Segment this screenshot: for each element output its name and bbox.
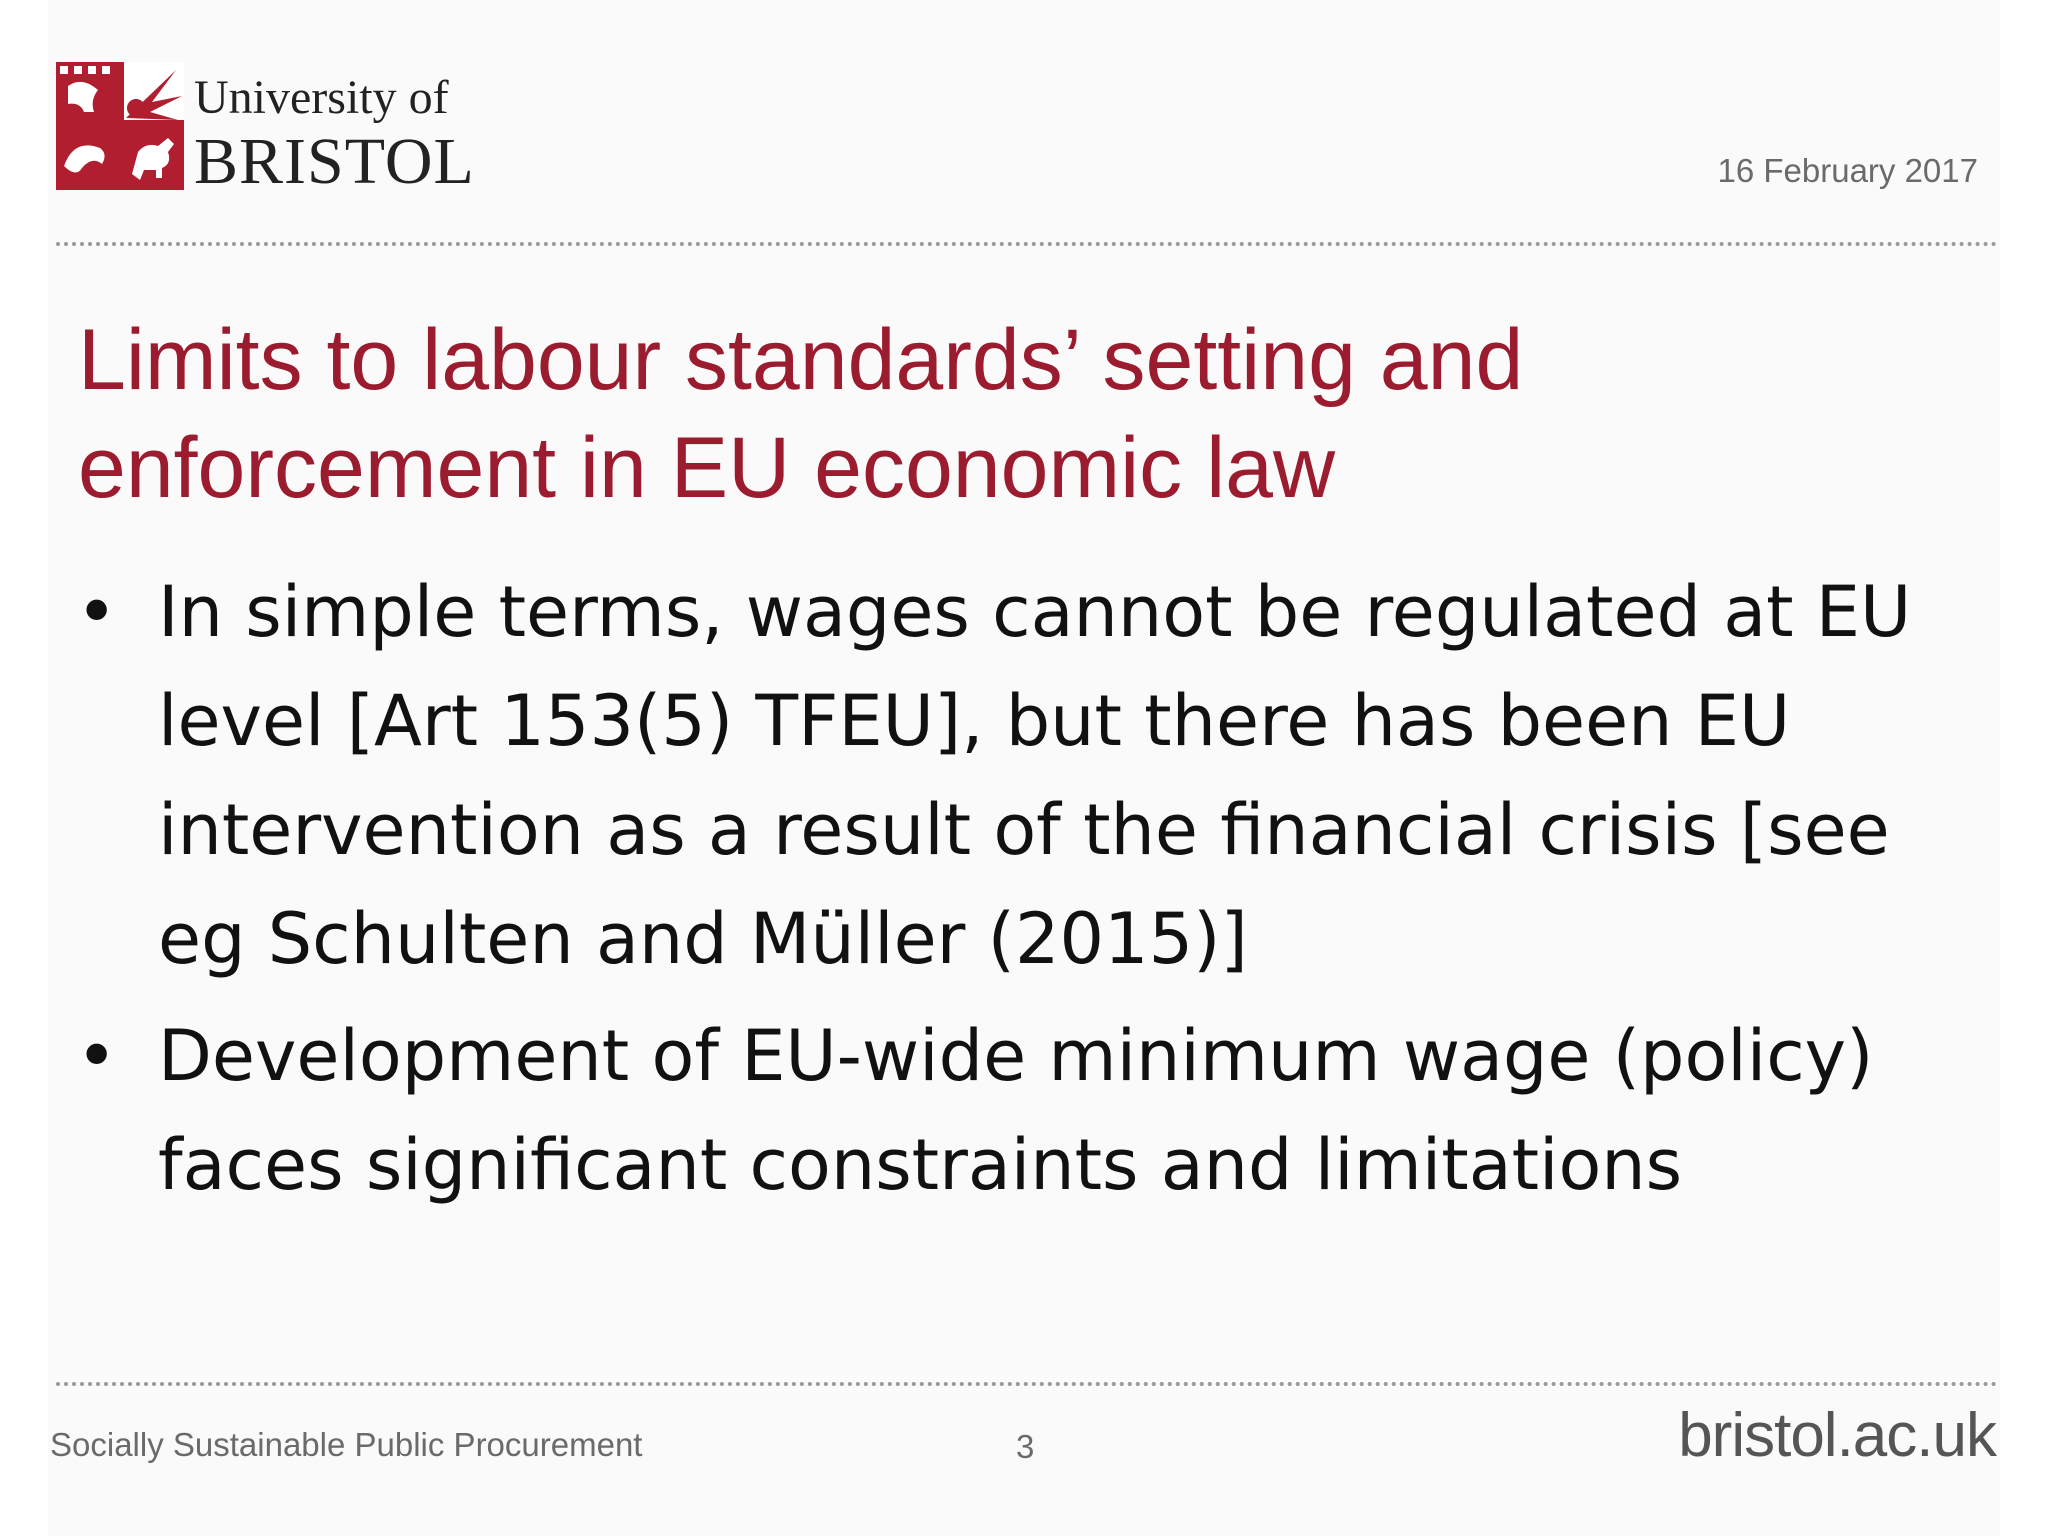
bullet-item <box>70 1002 1990 1220</box>
footer-divider <box>56 1382 1998 1386</box>
slide-title: Limits to labour standards’ setting and enforcement in EU economic law <box>78 312 1524 516</box>
bullet-text: Development of EU-wide minimum wage (policy) faces significant constraints and limitations <box>158 1015 1874 1206</box>
bullet-dot-icon: • <box>76 1015 118 1097</box>
bullet-text: In simple terms, wages cannot be regulated at EU level [Art 153(5) TFEU], but there has been EU intervention as a result of the financial crisis [see eg Schulten and Müller (2015)] <box>158 571 1912 980</box>
university-crest-icon <box>56 62 184 190</box>
bullet-list <box>70 558 1990 1228</box>
logo-text-bristol: BRISTOL <box>194 125 475 198</box>
presentation-date: 16 February 2017 <box>1717 152 1978 189</box>
bullet-item <box>70 558 1990 994</box>
presentation-title: Socially Sustainable Public Procurement <box>50 1426 643 1463</box>
website-url: bristol.ac.uk <box>1678 1401 1996 1470</box>
logo-text-university-of: University of <box>194 71 449 124</box>
bullet-dot-icon: • <box>76 571 118 653</box>
university-logo <box>56 62 496 198</box>
page-number: 3 <box>1016 1428 1035 1465</box>
header-divider <box>56 242 1998 246</box>
